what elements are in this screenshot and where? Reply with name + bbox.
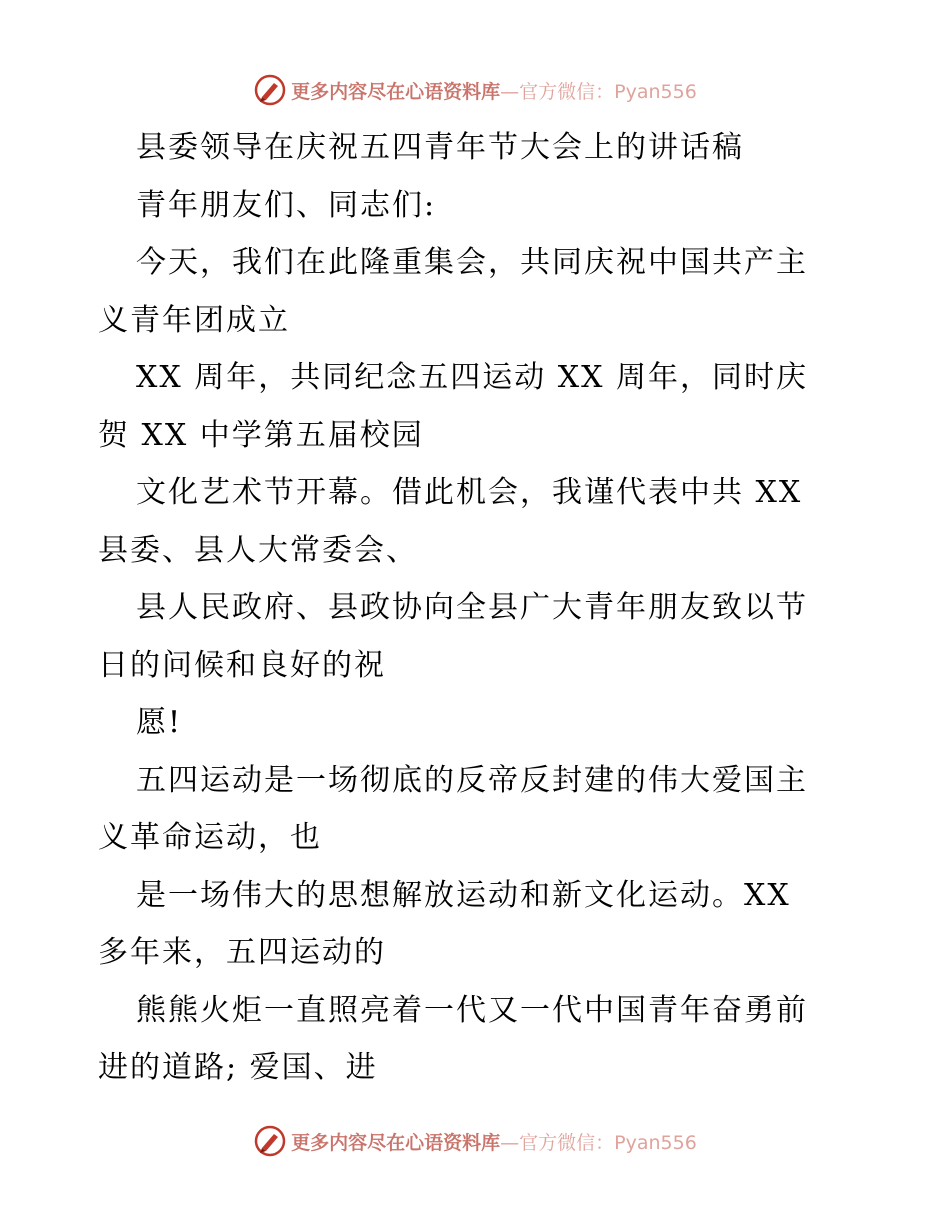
pen-logo-icon: [253, 73, 287, 107]
paragraph-line: 贺 XX 中学第五届校园: [98, 417, 424, 453]
paragraph-line: 县人民政府、县政协向全县广大青年朋友致以节: [136, 590, 808, 625]
paragraph-line: 熊熊火炬一直照亮着一代又一代中国青年奋勇前: [136, 992, 808, 1028]
paragraph-line: 义革命运动，也: [98, 820, 322, 855]
paragraph-line: 今天，我们在此隆重集会，共同庆祝中国共产主: [136, 245, 808, 280]
header-site-text: 更多内容尽在心语资料库: [291, 80, 501, 103]
footer-site-text: 更多内容尽在心语资料库: [291, 1131, 501, 1154]
footer-wechat-text: —官方微信：Pyan556: [500, 1131, 697, 1154]
paragraph-line: 日的问候和良好的祝: [98, 647, 386, 683]
salutation: 青年朋友们、同志们:: [136, 187, 437, 223]
paragraph-line: 五四运动是一场彻底的反帝反封建的伟大爱国主: [136, 762, 808, 798]
header-banner: [0, 70, 950, 110]
document-title: 县委领导在庆祝五四青年节大会上的讲话稿: [136, 130, 744, 165]
header-banner-text: [291, 77, 697, 104]
paragraph-line: 愿!: [136, 705, 183, 740]
footer-banner: [0, 1121, 950, 1161]
footer-banner-text: [291, 1128, 697, 1155]
document-body: [98, 119, 858, 1097]
header-wechat-text: —官方微信：Pyan556: [500, 80, 697, 103]
paragraph-line: 是一场伟大的思想解放运动和新文化运动。XX: [136, 877, 791, 913]
paragraph-line: 义青年团成立: [98, 302, 290, 338]
paragraph-line: XX 周年，共同纪念五四运动 XX 周年，同时庆: [136, 360, 809, 395]
paragraph-line: 进的道路; 爱国、进: [98, 1050, 378, 1085]
paragraph-line: 多年来，五四运动的: [98, 935, 386, 970]
paragraph-line: 县委、县人大常委会、: [98, 532, 418, 568]
paragraph-line: 文化艺术节开幕。借此机会，我谨代表中共 XX: [136, 475, 803, 510]
pen-logo-icon: [253, 1124, 287, 1158]
